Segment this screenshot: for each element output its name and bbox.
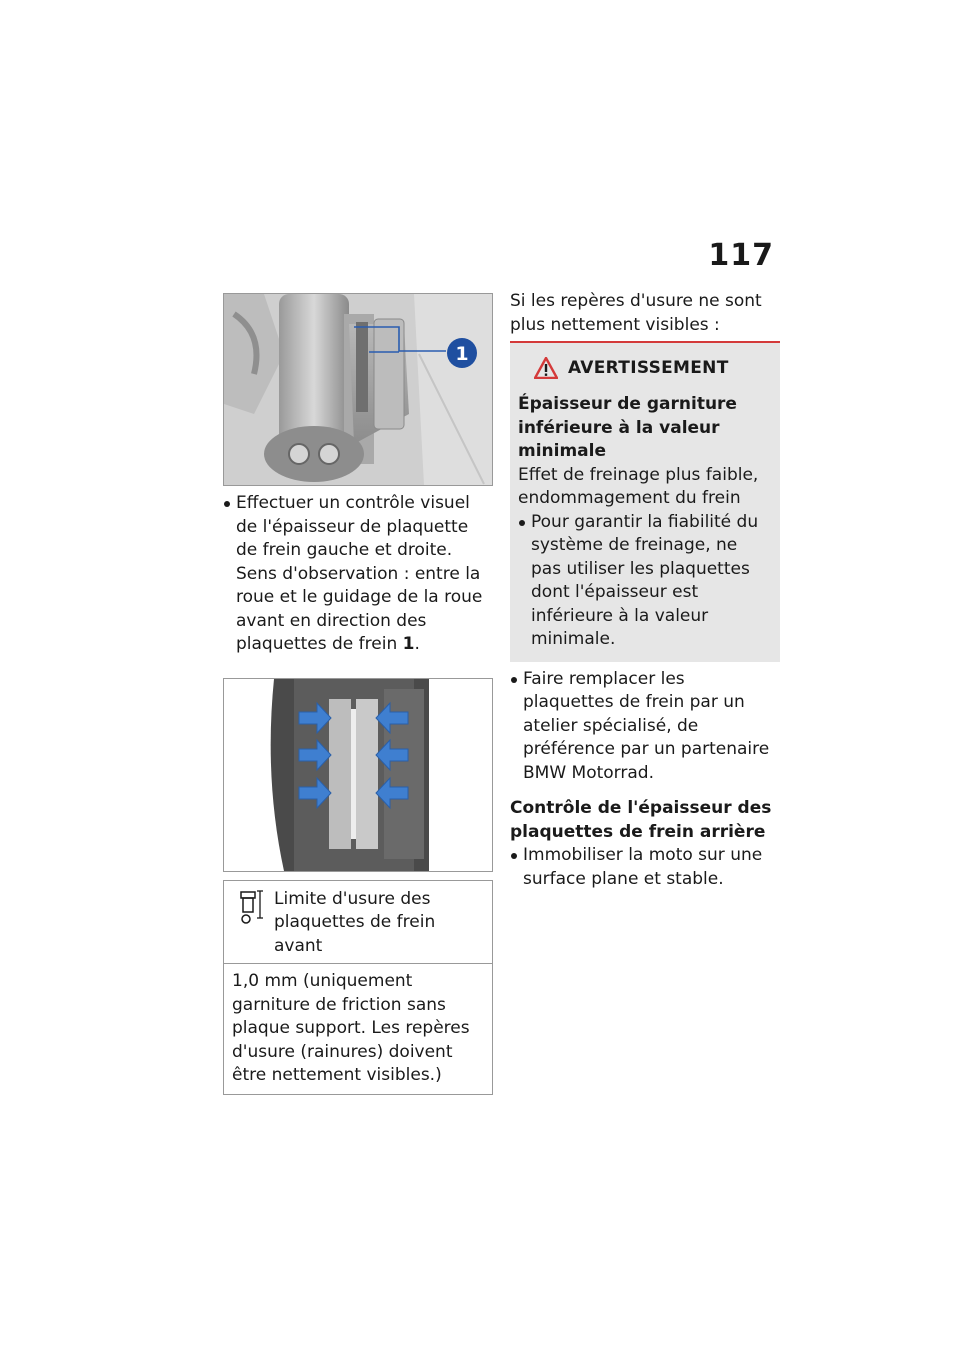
- warning-consequence: Effet de freinage plus faible, endommagement du frein: [518, 464, 759, 508]
- warning-title: AVERTISSEMENT: [518, 357, 772, 379]
- right-column: [510, 293, 780, 891]
- brake-caliper-illustration: [224, 294, 492, 485]
- section-title: Contrôle de l'épaisseur des plaquettes de frein arrière: [510, 798, 772, 842]
- warning-box: [510, 343, 780, 662]
- intro-text: Si les repères d'usure ne sont plus nettement visibles :: [510, 291, 762, 335]
- spec-value: 1,0 mm (uniquement garniture de friction sans plaque support. Les repères d'usure (rainures) doivent être nettement visibles.): [232, 971, 470, 1085]
- warning-heading: Épaisseur de garniture inférieure à la valeur minimale: [518, 394, 737, 461]
- step-immobilise: Immobiliser la moto sur une surface plane et stable.: [510, 844, 780, 891]
- brake-pad-wear-icon: [238, 888, 268, 959]
- brake-pads-illustration: [224, 679, 492, 871]
- warning-measure: Pour garantir la fiabilité du système de freinage, ne pas utiliser les plaquettes dont l'épaisseur est inférieure à la valeur minimale.: [518, 511, 772, 652]
- spec-header: [224, 881, 492, 965]
- brake-pads-figure: [223, 678, 493, 872]
- brake-caliper-figure: [223, 293, 493, 486]
- warning-triangle-icon: [534, 357, 558, 379]
- step-replace-pads: Faire remplacer les plaquettes de frein par un atelier spécialisé, de préférence par un partenaire BMW Motorrad.: [510, 668, 780, 786]
- callout-number: 1: [455, 343, 469, 365]
- left-column: [223, 293, 493, 1095]
- step-visual-check: Effectuer un contrôle visuel de l'épaisseur de plaquette de frein gauche et droite. Sens d'observation : entre la roue et le guidage de la roue avant en direction des plaquettes de frein 1.: [223, 492, 493, 657]
- spec-box: [223, 880, 493, 1095]
- page-number: 117: [708, 238, 774, 273]
- spec-label: Limite d'usure des plaquettes de frein avant: [274, 888, 436, 956]
- reference-number: 1: [402, 634, 415, 654]
